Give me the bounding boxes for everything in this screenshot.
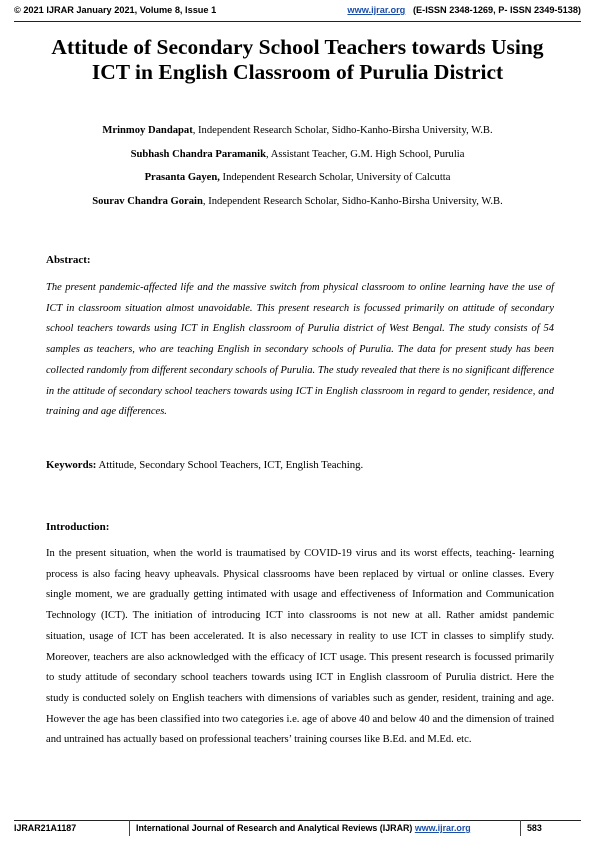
header-issn-text: (E-ISSN 2348-1269, P- ISSN 2349-5138) [412,5,581,15]
author-line-3 [20,171,575,184]
author-affiliation: , Assistant Teacher, G.M. High School, Purulia [265,149,465,160]
footer-divider [14,820,581,821]
page-number: 583 [527,823,542,833]
author-affiliation: , Independent Research Scholar, Sidho-Kanho-Birsha University, W.B. [202,196,503,207]
header-issn [408,5,581,15]
abstract-heading: Abstract: [46,254,91,266]
author-line-4 [20,195,575,208]
author-name: Mrinmoy Dandapat [102,125,193,136]
footer-url-link[interactable]: www.ijrar.org [414,823,471,833]
introduction-text: In the present situation, when the world is traumatised by COVID-19 virus and its worst effects, teaching- learning process is also facing heavy upheavals. Physical classrooms have been replaced by virtual or online classes. Every single moment, we are gradually getting intimated with usage and effectiveness of Information and Communication Technology (ICT). The initiation of introducing ICT into classrooms is not new at all. Rather amidst pandemic situation, usage of ICT has been accelerated. It is also necessary in reality to use ICT in classes to simplify study. Moreover, teachers are also acknowledged with the efficacy of ICT usage. This present research is focussed primarily to study attitude of secondary school teachers towards using ICT in English classroom of Purulia district. Here the study is conducted solely on English teachers with dimensions of variables such as gender, resident, training and age. However the age has been classified into two categories i.e. age of above 40 and below 40 and the dimension of trained and untrained has actually based on professional teachers’ training courses like B.Ed. and M.Ed. etc. [46,548,554,746]
author-line-1 [20,124,575,137]
paper-title: Attitude of Secondary School Teachers towards Using ICT in English Classroom of Purulia District [51,35,544,84]
footer-journal [136,823,471,833]
abstract-text: The present pandemic-affected life and the massive switch from physical classroom to online learning have the use of ICT in classroom situation almost unavoidable. This present research is focussed primarily on attitude of secondary school teachers towards using ICT in English classroom of Purulia district of West Bengal. The study consists of 54 samples as teachers, who are teaching English in secondary schools of Purulia. The data for present study has been collected randomly from different secondary schools of Purulia. The study revealed that there is no significant difference in the attitude of secondary school teachers towards using ICT in English classroom in regard to gender, residence, and training and age differences. [46,282,554,418]
author-name: Sourav Chandra Gorain [92,196,203,207]
running-header [14,5,581,19]
author-affiliation: , Independent Research Scholar, Sidho-Kanho-Birsha University, W.B. [192,125,493,136]
author-affiliation: Independent Research Scholar, University of Calcutta [219,172,451,183]
header-citation: © 2021 IJRAR January 2021, Volume 8, Issue 1 [14,5,217,15]
keywords-text: Attitude, Secondary School Teachers, ICT, English Teaching. [96,459,364,471]
author-name: Subhash Chandra Paramanik [130,149,266,160]
keywords [46,459,554,471]
author-line-2 [20,148,575,161]
running-footer [14,823,581,837]
header-divider [14,21,581,22]
journal-name: International Journal of Research and Analytical Reviews (IJRAR) [136,823,415,833]
header-right [347,5,581,15]
footer-separator [129,820,130,836]
keywords-label: Keywords: [46,459,97,471]
author-name: Prasanta Gayen, [144,172,220,183]
paper-id: IJRAR21A1187 [14,823,77,833]
introduction-heading: Introduction: [46,521,110,533]
footer-separator [520,820,521,836]
header-url-link[interactable]: www.ijrar.org [347,5,406,15]
